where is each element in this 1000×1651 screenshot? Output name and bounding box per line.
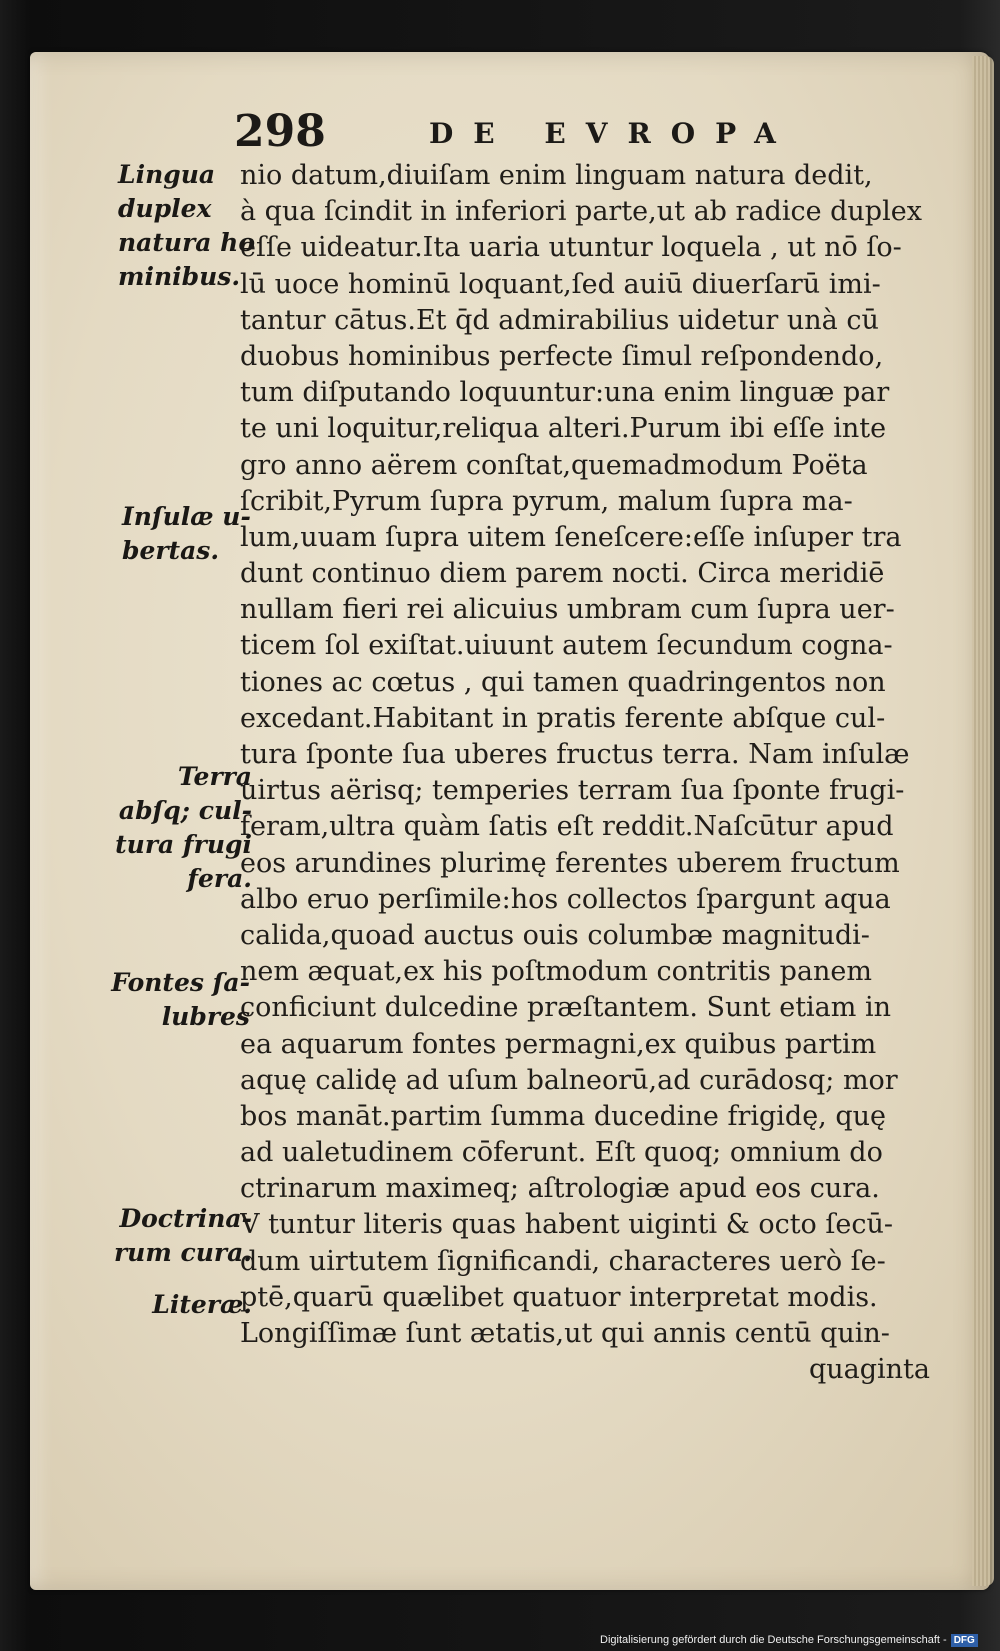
marginal-note-line: Doctrina-: [119, 1204, 252, 1233]
marginal-note: [102, 1288, 252, 1322]
body-text: [240, 158, 940, 1388]
marginal-note-line: tura frugi: [115, 830, 252, 859]
text-line: ad ualetudinem cōferunt. Eſt quoq; omnium do: [240, 1137, 883, 1169]
marginal-note-line: minibus.: [118, 262, 241, 291]
text-line: ea aquarum fontes permagni,ex quibus partim: [240, 1028, 877, 1060]
marginal-note: [102, 1202, 252, 1270]
text-line: ſcribit,Pyrum ſupra pyrum, malum ſupra ma-: [240, 485, 853, 517]
text-line: quaginta: [808, 1354, 930, 1386]
marginal-note-line: lubres: [161, 1002, 250, 1031]
text-line: tura ſponte ſua uberes fructus terra. Nam inſulæ: [240, 739, 910, 770]
text-line: bos manāt.partim ſumma ducedine frigidę, quę: [240, 1100, 886, 1132]
text-line: conficiunt dulcedine præſtantem. Sunt etiam in: [240, 992, 891, 1024]
text-line: Longiſſimæ ſunt ætatis,ut qui annis centū quin-: [240, 1318, 890, 1349]
text-line: calida,quoad auctus ouis columbæ magnitudi-: [240, 919, 870, 951]
marginal-note: [122, 500, 262, 568]
marginal-note-line: abſq; cul-: [118, 796, 252, 825]
marginal-note-line: duplex: [118, 194, 212, 223]
text-line: aquę calidę ad uſum balneorū,ad curādosq; mor: [240, 1064, 898, 1096]
digitization-credit: [600, 1632, 996, 1648]
text-line: uirtus aërisq; temperies terram ſua ſponte frugi-: [240, 775, 905, 807]
marginal-note-line: Inſulæ u-: [122, 502, 251, 531]
text-line: dunt continuo diem parem nocti. Circa meridiē: [240, 558, 885, 590]
text-line: duobus hominibus perfecte ſimul reſpondendo,: [240, 340, 884, 372]
text-line: dum uirtutem ſignificandi, characteres uerò ſe-: [240, 1245, 886, 1277]
text-line: ticem ſol exiſtat.uiuunt autem ſecundum cogna-: [240, 630, 893, 662]
marginal-note-line: rum cura.: [114, 1238, 252, 1267]
marginal-note-line: Literæ.: [152, 1290, 252, 1319]
page-header: [234, 108, 804, 156]
text-line: lū uoce hominū loquant,ſed auiū diuerſarū imi-: [240, 268, 881, 300]
text-line: tiones ac cœtus , qui tamen quadringentos non: [240, 666, 886, 698]
text-line: nullam fieri rei alicuius umbram cum ſupra uer-: [240, 594, 895, 626]
marginal-note-line: Fontes ſa-: [111, 968, 250, 997]
credit-text: Digitalisierung gefördert durch die Deutsche Forschungsgemeinschaft -: [600, 1634, 947, 1646]
text-line: V tuntur literis quas habent uiginti & octo ſecū-: [240, 1209, 893, 1241]
text-line: nem æquat,ex his poſtmodum contritis panem: [240, 956, 872, 988]
text-line: tantur cātus.Et q̄d admirabilius uidetur unà cū: [240, 304, 879, 336]
marginal-note: [112, 760, 252, 896]
marginal-note-line: fera.: [187, 864, 252, 893]
page-number: 298: [234, 106, 326, 157]
text-line: ctrinarum maximeq; aſtrologiæ apud eos cura.: [240, 1173, 880, 1205]
text-line: eos arundines plurimę ferentes uberem fructum: [240, 847, 900, 879]
marginal-note: [118, 158, 258, 294]
text-line: te uni loquitur,reliqua alteri.Purum ibi eſſe inte: [240, 413, 887, 445]
marginal-note-line: bertas.: [122, 536, 220, 565]
text-line: tum diſputando loquuntur:una enim linguæ par: [240, 377, 890, 409]
text-line: nio datum,diuiſam enim linguam natura dedit,: [240, 160, 873, 191]
text-line: gro anno aërem conſtat,quemadmodum Poëta: [240, 449, 868, 481]
text-line: ptē,quarū quælibet quatuor interpretat modis.: [240, 1281, 878, 1313]
marginal-note-line: natura ho: [118, 228, 256, 257]
text-line: lum,uuam ſupra uitem ſeneſcere:eſſe inſuper tra: [240, 521, 902, 553]
marginal-note-line: Lingua: [118, 160, 216, 189]
text-line: albo eruo perſimile:hos collectos ſpargunt aqua: [240, 883, 891, 915]
page-edges: [972, 56, 994, 1586]
marginal-note: [100, 966, 250, 1034]
text-line: feram,ultra quàm ſatis eſt reddit.Naſcūtur apud: [240, 811, 894, 843]
running-head: DE EVROPA: [429, 117, 796, 150]
text-line: eſſe uideatur.Ita uaria utuntur loquela , ut nō ſo-: [240, 232, 902, 264]
dfg-logo: DFG: [951, 1634, 978, 1647]
text-line: à qua ſcindit in inferiori parte,ut ab radice duplex: [240, 196, 922, 228]
text-line: excedant.Habitant in pratis ferente abſque cul-: [240, 702, 886, 734]
marginal-note-line: Terra: [177, 762, 252, 791]
